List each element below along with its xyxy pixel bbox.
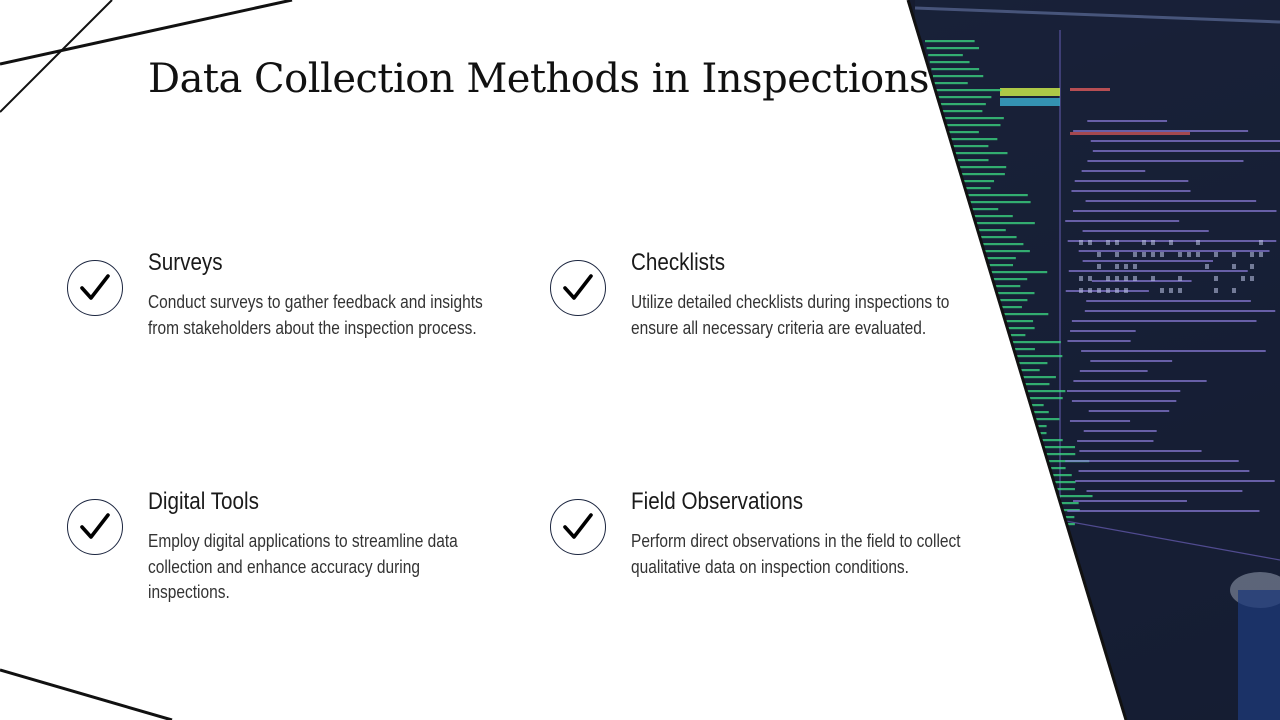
method-heading: Checklists (631, 249, 726, 276)
checkmark-icon (550, 260, 606, 316)
method-description: Perform direct observations in the field to collect qualitative data on inspection conditions. (631, 531, 961, 577)
method-description: Employ digital applications to streamline data collection and enhance accuracy during inspections. (148, 531, 458, 602)
method-heading: Surveys (148, 249, 223, 276)
slide-title: Data Collection Methods in Inspections (148, 56, 929, 102)
method-description: Utilize detailed checklists during inspections to ensure all necessary criteria are evaluated. (631, 292, 950, 338)
method-item-field-observations (631, 487, 991, 580)
method-item-digital-tools (148, 487, 508, 606)
method-heading: Field Observations (631, 488, 804, 515)
method-heading: Digital Tools (148, 488, 259, 515)
method-description: Conduct surveys to gather feedback and insights from stakeholders about the inspection process. (148, 292, 483, 338)
checkmark-icon (550, 499, 606, 555)
checkmark-icon (67, 260, 123, 316)
method-item-surveys (148, 248, 508, 341)
method-item-checklists (631, 248, 991, 341)
checkmark-icon (67, 499, 123, 555)
